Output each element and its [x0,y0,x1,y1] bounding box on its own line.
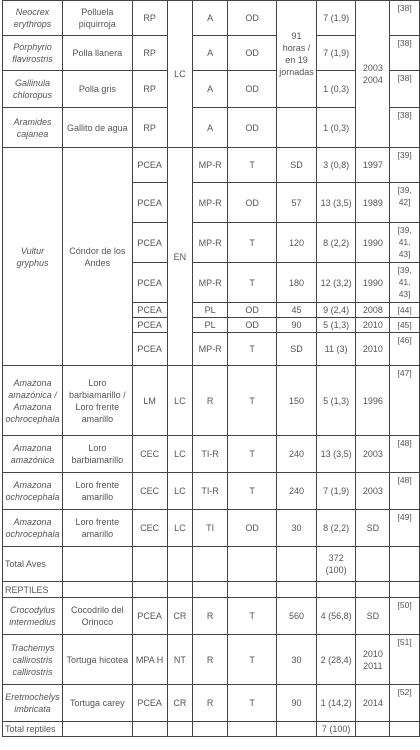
table-cell: OD [227,303,276,318]
species-cell: Total Aves [3,547,63,582]
table-cell: T [227,333,276,366]
table-cell: OD [227,510,276,547]
table-cell: T [227,223,276,263]
table-cell: T [227,436,276,473]
species-cell: Vultur gryphus [3,148,63,366]
species-cell: Amazona ochrocephala [3,510,63,547]
table-cell [132,582,167,598]
reference-cell: [49] [390,510,420,547]
count-cell: 13 (3,5) [316,436,356,473]
count-cell [316,582,356,598]
table-cell: 90 [277,685,317,722]
table-cell: OD [227,71,276,108]
table-cell: PCEA [132,183,167,223]
table-cell: LC [167,366,193,436]
table-cell: A [193,108,228,148]
table-cell [356,582,390,598]
table-cell: R [193,598,228,635]
table-cell [132,547,167,582]
table-cell [227,582,276,598]
common-name-cell [62,722,132,737]
table-cell: T [227,473,276,510]
table-cell: T [227,685,276,722]
count-cell: 3 (0,8) [316,148,356,183]
count-cell: 7 (100) [316,722,356,737]
count-cell: 8 (2,2) [316,223,356,263]
table-row [3,510,420,547]
status-cell: EN [167,148,193,366]
species-cell: Porphyrio flavirostris [3,36,63,71]
common-name-cell: Cocodrilo del Orinoco [62,598,132,635]
count-cell: 2 (28,4) [316,635,356,685]
table-cell: SD [356,510,390,547]
table-cell: T [227,148,276,183]
species-cell: Neocrex erythrops [3,1,63,36]
reference-cell: [45] [390,318,420,333]
duration-cell [277,108,317,148]
table-cell [193,582,228,598]
table-cell: PCEA [132,598,167,635]
table-cell: 120 [277,223,317,263]
table-row [3,685,420,722]
common-name-cell: Loro frente amarillo [62,510,132,547]
table-cell: 560 [277,598,317,635]
table-cell: MP-R [193,333,228,366]
table-cell: 2010 2011 [356,635,390,685]
reference-cell: [48] [390,473,420,510]
species-cell: REPTILES [3,582,63,598]
common-name-cell: Polla gris [62,71,132,108]
count-cell: 1 (0,3) [316,108,356,148]
reference-cell: [38] [390,108,420,148]
table-cell: A [193,1,228,36]
table-cell: RP [132,36,167,71]
reference-cell [390,582,420,598]
table-cell: 2010 [356,318,390,333]
table-cell: R [193,635,228,685]
table-cell: RP [132,108,167,148]
table-cell [167,582,193,598]
table-cell: CEC [132,473,167,510]
reference-cell [390,722,420,737]
table-cell: LC [167,510,193,547]
reference-cell: [38] [390,1,420,36]
table-row [3,148,420,183]
table-cell [193,547,228,582]
table-cell: PCEA [132,223,167,263]
table-row [3,473,420,510]
count-cell: 7 (1,9) [316,473,356,510]
table-cell: A [193,36,228,71]
count-cell: 1 (0,3) [316,71,356,108]
table-cell: 1997 [356,148,390,183]
table-cell: T [227,263,276,303]
count-cell: 7 (1,9) [316,36,356,71]
common-name-cell: Polluela piquirroja [62,1,132,36]
species-cell: Aramides cajanea [3,108,63,148]
table-row [3,436,420,473]
table-cell: PCEA [132,318,167,333]
table-cell: PCEA [132,148,167,183]
common-name-cell: Loro barbiamarillo [62,436,132,473]
table-cell: 2003 [356,473,390,510]
count-cell: 13 (3,5) [316,183,356,223]
species-cell: Amazona amazónica / Amazona ochrocephala [3,366,63,436]
status-cell: LC [167,1,193,148]
reference-cell: [44] [390,303,420,318]
table-row [3,1,420,36]
table-row [3,635,420,685]
species-cell: Crocodylus intermedius [3,598,63,635]
table-cell: 1990 [356,223,390,263]
table-cell: 1990 [356,263,390,303]
count-cell: 5 (1,3) [316,318,356,333]
table-cell: OD [227,108,276,148]
table-cell [277,722,317,737]
table-cell: 240 [277,473,317,510]
table-cell: CEC [132,436,167,473]
species-cell: Amazona amazónica [3,436,63,473]
table-cell: SD [277,333,317,366]
year-cell: 2003 2004 [356,1,390,148]
table-cell: RP [132,71,167,108]
table-cell: MP-R [193,223,228,263]
table-cell: MP-R [193,183,228,223]
table-row [3,547,420,582]
table-cell: PCEA [132,685,167,722]
table-cell: PCEA [132,333,167,366]
table-cell: OD [227,36,276,71]
table-cell: TI-R [193,436,228,473]
data-table [2,0,420,737]
table-row [3,598,420,635]
table-cell [167,547,193,582]
table-cell: LC [167,436,193,473]
table-cell: 30 [277,510,317,547]
common-name-cell: Cóndor de los Andes [62,148,132,366]
table-cell: R [193,685,228,722]
table-row [3,582,420,598]
reference-cell: [38] [390,36,420,71]
table-cell [132,722,167,737]
reference-cell: [47] [390,366,420,436]
reference-cell: [50] [390,598,420,635]
table-cell [167,722,193,737]
count-cell: 5 (1,3) [316,366,356,436]
count-cell: 4 (56,8) [316,598,356,635]
common-name-cell: Loro barbiamarillo / Loro frente amarillo [62,366,132,436]
table-cell: SD [277,148,317,183]
table-row [3,722,420,737]
table-cell: 240 [277,436,317,473]
reference-cell [390,547,420,582]
table-cell: LC [167,473,193,510]
count-cell: 8 (2,2) [316,510,356,547]
table-cell: CEC [132,510,167,547]
species-cell: Gallinula chloropus [3,71,63,108]
table-cell: MP-R [193,263,228,303]
common-name-cell [62,582,132,598]
table-cell: TI-R [193,473,228,510]
table-cell: PL [193,318,228,333]
table-row [3,366,420,436]
table-cell: T [227,366,276,436]
table-cell: T [227,598,276,635]
table-cell [356,722,390,737]
table-cell [227,722,276,737]
reference-cell: [39, 41, 43] [390,223,420,263]
table-cell: 1996 [356,366,390,436]
table-cell: 57 [277,183,317,223]
count-cell: 9 (2,4) [316,303,356,318]
table-cell: RP [132,1,167,36]
count-cell: 11 (3) [316,333,356,366]
common-name-cell: Tortuga hicotea [62,635,132,685]
reference-cell: [46] [390,333,420,366]
table-cell: A [193,71,228,108]
table-cell: OD [227,1,276,36]
table-cell: PCEA [132,303,167,318]
count-cell: 7 (1,9) [316,1,356,36]
reference-cell: [39, 41, 43] [390,263,420,303]
species-cell: Total reptiles [3,722,63,737]
table-cell: PCEA [132,263,167,303]
table-cell [356,547,390,582]
table-cell: 2014 [356,685,390,722]
table-cell: MP-R [193,148,228,183]
table-cell [277,582,317,598]
common-name-cell: Loro frente amarillo [62,473,132,510]
table-cell: 1989 [356,183,390,223]
table-cell: TI [193,510,228,547]
common-name-cell [62,547,132,582]
table-cell [227,547,276,582]
species-cell: Eretmochelys imbricata [3,685,63,722]
table-cell: 180 [277,263,317,303]
table-cell: 90 [277,318,317,333]
table-cell: 2003 [356,436,390,473]
table-cell: OD [227,183,276,223]
species-cell: Amazona ochrocephala [3,473,63,510]
count-cell: 12 (3,2) [316,263,356,303]
common-name-cell: Gallito de agua [62,108,132,148]
table-cell [193,722,228,737]
reference-cell: [38] [390,71,420,108]
table-cell: SD [356,598,390,635]
table-cell: CR [167,685,193,722]
table-cell: 2008 [356,303,390,318]
table-cell [277,547,317,582]
table-cell: PL [193,303,228,318]
table-cell: LM [132,366,167,436]
reference-cell: [39, 42] [390,183,420,223]
reference-cell: [51] [390,635,420,685]
table-cell: T [227,635,276,685]
table-cell: NT [167,635,193,685]
table-cell: MPA H [132,635,167,685]
count-cell: 1 (14,2) [316,685,356,722]
duration-cell: 91 horas / en 19 jornadas [277,1,317,108]
table-cell: 150 [277,366,317,436]
table-cell: 2010 [356,333,390,366]
common-name-cell: Tortuga carey [62,685,132,722]
table-cell: OD [227,318,276,333]
table-cell: 45 [277,303,317,318]
count-cell: 372 (100) [316,547,356,582]
reference-cell: [39] [390,148,420,183]
table-cell: R [193,366,228,436]
reference-cell: [48] [390,436,420,473]
common-name-cell: Polla llanera [62,36,132,71]
table-cell: 30 [277,635,317,685]
reference-cell: [52] [390,685,420,722]
species-cell: Trachemys callirostris callirostris [3,635,63,685]
table-cell: CR [167,598,193,635]
